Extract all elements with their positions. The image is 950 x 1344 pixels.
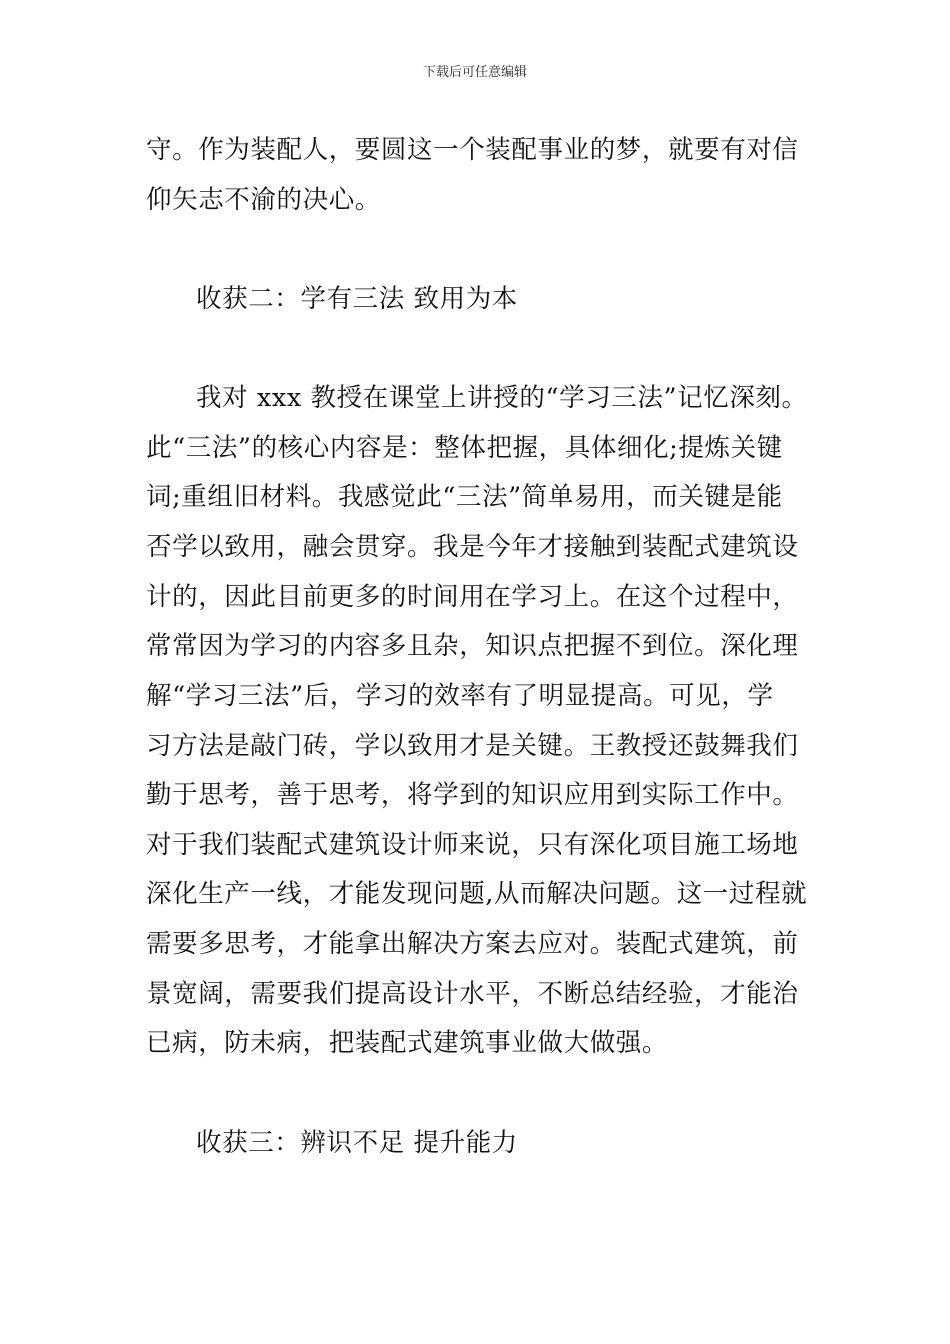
- section-heading: 收获三：辨识不足 提升能力: [196, 1128, 518, 1158]
- paragraph-line: 对于我们装配式建筑设计师来说，只有深化项目施工场地: [146, 830, 799, 860]
- paragraph-line: 习方法是敲门砖，学以致用才是关键。王教授还鼓舞我们: [146, 731, 799, 761]
- paragraph-line: 深化生产一线，才能发现问题,从而解决问题。这一过程就: [146, 879, 808, 909]
- paragraph-line: 景宽阔，需要我们提高设计水平，不断总结经验，才能治: [146, 979, 799, 1009]
- paragraph-line: 否学以致用，融会贯穿。我是今年才接触到装配式建筑设: [146, 532, 799, 562]
- paragraph-line: 守。作为装配人，要圆这一个装配事业的梦，就要有对信: [146, 135, 799, 165]
- paragraph-line: 需要多思考，才能拿出解决方案去应对。装配式建筑，前: [146, 929, 799, 959]
- paragraph-line: 已病，防未病，把装配式建筑事业做大做强。: [146, 1028, 669, 1058]
- page-header: 下载后可任意编辑: [422, 65, 527, 80]
- paragraph-line: 仰矢志不渝的决心。: [146, 185, 381, 215]
- paragraph-line: 勤于思考，善于思考，将学到的知识应用到实际工作中。: [146, 780, 799, 810]
- paragraph-line: 词;重组旧材料。我感觉此“三法”简单易用，而关键是能: [146, 482, 783, 512]
- paragraph-line: 此“三法”的核心内容是：整体把握，具体细化;提炼关键: [146, 433, 783, 463]
- section-heading: 收获二：学有三法 致用为本: [196, 284, 518, 314]
- paragraph-line: 常常因为学习的内容多且杂，知识点把握不到位。深化理: [146, 631, 799, 661]
- paragraph-line: 我对 xxx 教授在课堂上讲授的“学习三法”记忆深刻。: [196, 383, 808, 413]
- paragraph-line: 计的，因此目前更多的时间用在学习上。在这个过程中，: [146, 582, 799, 612]
- paragraph-line: 解“学习三法”后，学习的效率有了明显提高。可见，学: [146, 681, 774, 711]
